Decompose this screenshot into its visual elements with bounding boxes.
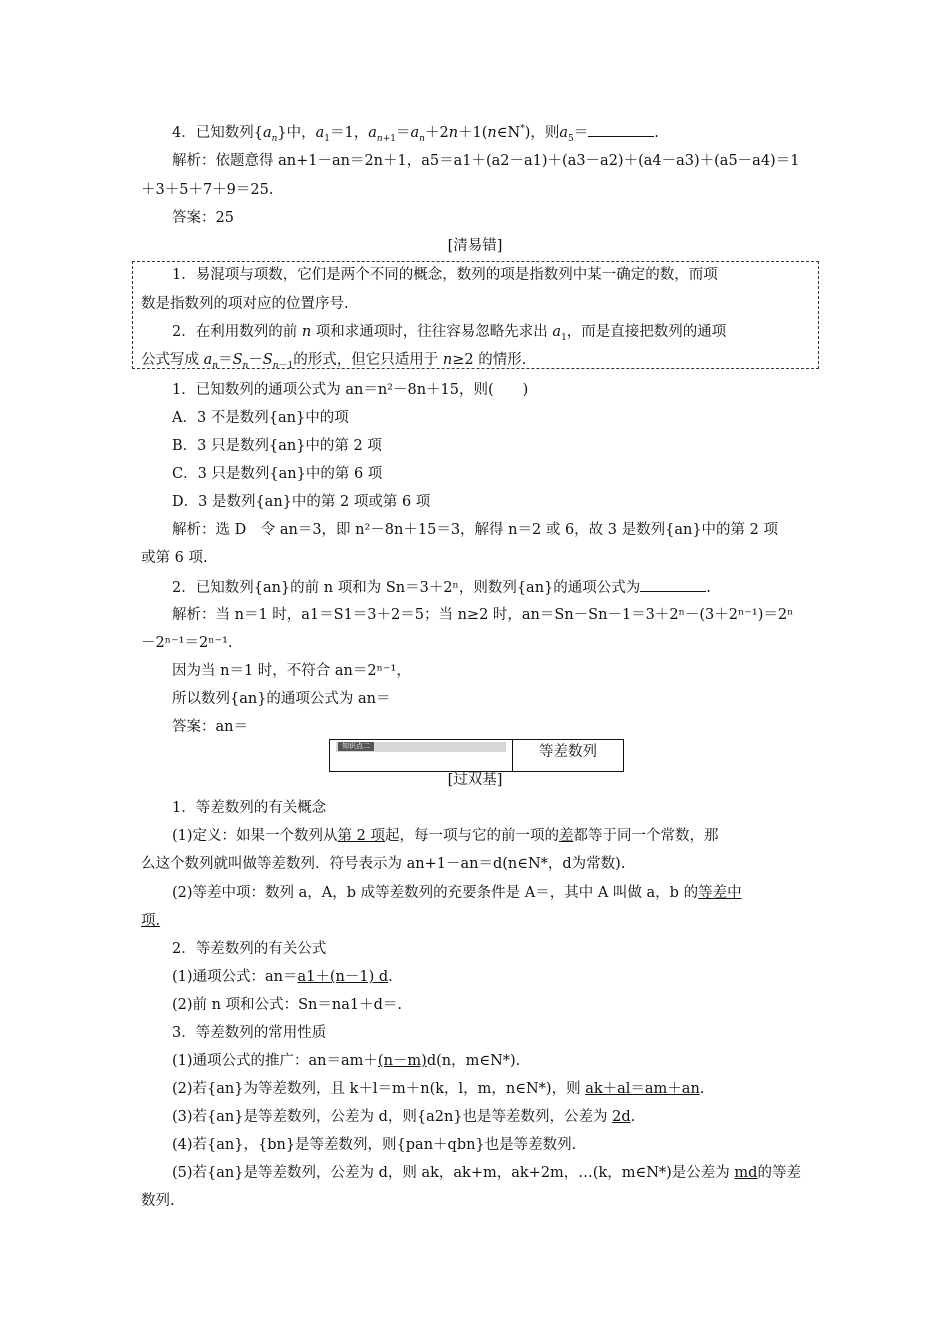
ex1-option-b: B．3 只是数列{an}中的第 2 项 <box>172 438 382 454</box>
q4-analysis-line1: 解析：依题意得 an+1－an＝2n＋1，a5＝a1＋(a2－a1)＋(a3－a2)＋(a4－a3)＋(a5－a4)＝1 <box>172 153 800 169</box>
ex1-option-a: A．3 不是数列{an}中的项 <box>172 410 349 426</box>
ex1-analysis-line1: 解析：选 D 令 an＝3，即 n²－8n＋15＝3，解得 n＝2 或 6，故 3 是数列{an}中的第 2 项 <box>172 522 778 538</box>
property-2: (2)若{an}为等差数列，且 k＋l＝m＋n(k，l，m，n∈N*)，则 ak＋al＝am＋an. <box>172 1081 705 1097</box>
tip1-line2: 数是指数列的项对应的位置序号. <box>141 296 349 312</box>
section-heading-guoshuangji: [过双基] <box>447 772 503 788</box>
concepts-heading-1: 1．等差数列的有关概念 <box>172 800 327 816</box>
q4-stem: 4．已知数列$\{a_n\}$中，$a_1=1$，$a_{n+1}=a_n+2n+1(n\in N^*)$，则$a_5=$ . <box>172 122 659 143</box>
definition-line1: (1)定义：如果一个数列从第 2 项起，每一项与它的前一项的差都等于同一个常数，那 <box>172 828 719 844</box>
ex2-answer: 答案：an＝ <box>172 719 248 735</box>
concepts-heading-2: 2．等差数列的有关公式 <box>172 941 327 957</box>
definition-line2: 么这个数列就叫做等差数列．符号表示为 an+1－an＝d(n∈N*，d为常数). <box>141 856 626 872</box>
knowledge-point-title: 等差数列 <box>539 744 597 760</box>
section-heading-qingyicuo: [清易错] <box>447 238 503 254</box>
property-3: (3)若{an}是等差数列，公差为 d，则{a2n}也是等差数列，公差为 2d. <box>172 1109 636 1125</box>
property-5-line2: 数列. <box>141 1193 175 1209</box>
property-5-line1: (5)若{an}是等差数列，公差为 d，则 ak，ak+m，ak+2m，…(k，m∈N*)是公差为 md的等差 <box>172 1165 801 1181</box>
ex1-analysis-line2: 或第 6 项. <box>141 550 208 566</box>
ex2-stem: 2．已知数列{an}的前 n 项和为 Sn＝3＋2ⁿ，则数列{an}的通项公式为 . <box>172 577 711 598</box>
ex1-stem: 1．已知数列的通项公式为 an＝n²－8n＋15，则( ) <box>172 382 529 398</box>
ex2-analysis-line2: －2ⁿ⁻¹＝2ⁿ⁻¹. <box>141 635 233 651</box>
formula-general-term: (1)通项公式：an＝a1＋(n－1) d. <box>172 969 393 985</box>
ex1-option-d: D．3 是数列{an}中的第 2 项或第 6 项 <box>172 494 431 510</box>
answer-blank <box>588 122 654 137</box>
ex2-analysis-line1: 解析：当 n＝1 时，a1＝S1＝3＋2＝5；当 n≥2 时，an＝Sn－Sn－1＝3＋2ⁿ－(3＋2ⁿ⁻¹)＝2ⁿ <box>172 607 794 623</box>
property-1: (1)通项公式的推广：an＝am＋(n－m)d(n，m∈N*). <box>172 1053 521 1069</box>
property-4: (4)若{an}，{bn}是等差数列，则{pan＋qbn}也是等差数列. <box>172 1137 577 1153</box>
middle-term-line1: (2)等差中项：数列 a，A，b 成等差数列的充要条件是 A＝，其中 A 叫做 a，b 的等差中 <box>172 885 742 901</box>
knowledge-point-cell <box>330 740 513 771</box>
concepts-heading-3: 3．等差数列的常用性质 <box>172 1025 327 1041</box>
q4-answer: 答案：25 <box>172 210 234 226</box>
answer-blank <box>640 577 706 592</box>
formula-sum: (2)前 n 项和公式：Sn＝na1＋d＝. <box>172 997 402 1013</box>
knowledge-point-table <box>329 739 624 772</box>
ex2-line3: 因为当 n＝1 时，不符合 an＝2ⁿ⁻¹， <box>172 663 411 679</box>
tip1-line1: 1．易混项与项数，它们是两个不同的概念，数列的项是指数列中某一确定的数，而项 <box>172 267 718 283</box>
tip2-line1: 2．在利用数列的前 n 项和求通项时，往往容易忽略先求出 $a_1$，而是直接把数列的通项 <box>172 324 727 343</box>
tip2-line2: 公式写成 $a_n=S_n-S_{n-1}$的形式，但它只适用于 n≥2 的情形. <box>141 352 527 371</box>
middle-term-line2: 项. <box>141 913 161 929</box>
knowledge-point-tag: 知识点二 <box>338 742 374 751</box>
q4-analysis-line2: ＋3＋5＋7＋9＝25. <box>141 182 274 198</box>
ex2-line4: 所以数列{an}的通项公式为 an＝ <box>172 691 391 707</box>
ex1-option-c: C．3 只是数列{an}中的第 6 项 <box>172 466 383 482</box>
